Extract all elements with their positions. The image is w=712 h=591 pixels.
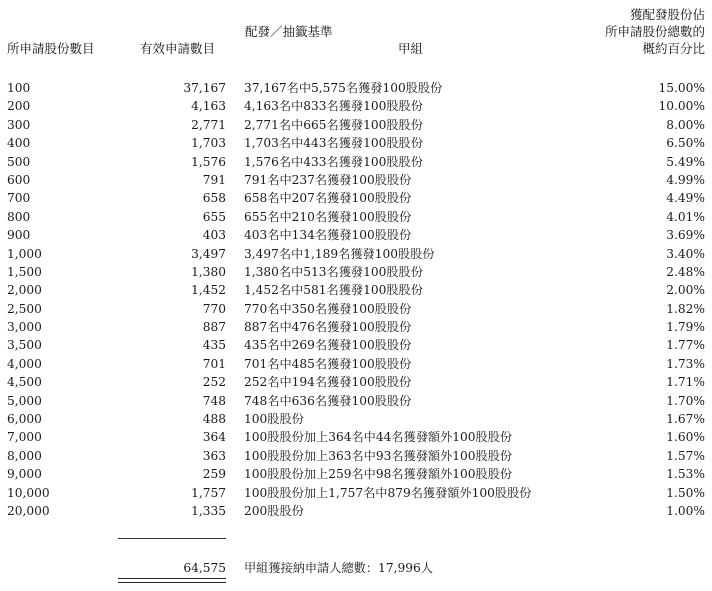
table-row [0, 116, 712, 134]
header-valid-applications: 有效申請數目 [140, 41, 216, 56]
valid-applications-cell: 3,497 [191, 246, 226, 261]
table-row [0, 245, 712, 263]
valid-applications-cell: 748 [202, 393, 226, 408]
table-row [0, 373, 712, 391]
valid-applications-cell: 887 [202, 320, 226, 335]
valid-applications-cell: 37,167 [183, 81, 226, 95]
allocation-basis-cell: 2,771名中665名獲發100股股份 [244, 117, 423, 132]
shares-applied-cell: 3,500 [7, 338, 42, 353]
allocation-basis-cell: 100股股份加上259名中98名獲發額外100股股份 [244, 467, 513, 482]
percentage-cell: 3.69% [666, 228, 705, 243]
percentage-cell: 4.01% [666, 209, 705, 224]
allocation-basis-cell: 701名中485名獲發100股股份 [244, 356, 412, 371]
percentage-cell: 8.00% [666, 117, 705, 132]
valid-applications-cell: 403 [202, 228, 226, 243]
valid-applications-cell: 658 [202, 191, 226, 206]
table-row [0, 318, 712, 336]
valid-applications-cell: 488 [202, 412, 226, 427]
header-group: 甲組 [398, 41, 424, 56]
allocation-table [0, 79, 712, 520]
total-double-rule-top [118, 578, 226, 579]
table-row [0, 226, 712, 244]
table-row [0, 336, 712, 354]
percentage-cell: 5.49% [666, 154, 705, 169]
percentage-cell: 3.40% [666, 246, 705, 261]
shares-applied-cell: 2,000 [7, 283, 42, 298]
header-percentage-line3: 概約百分比 [642, 41, 705, 56]
shares-applied-cell: 1,500 [7, 264, 42, 279]
valid-applications-cell: 770 [202, 301, 226, 316]
table-row [0, 153, 712, 171]
shares-applied-cell: 900 [7, 228, 31, 243]
percentage-cell: 4.49% [666, 191, 705, 206]
allocation-basis-cell: 4,163名中833名獲發100股股份 [244, 99, 423, 114]
percentage-cell: 10.00% [658, 99, 705, 114]
percentage-cell: 1.60% [666, 430, 705, 445]
valid-applications-cell: 364 [202, 430, 226, 445]
shares-applied-cell: 5,000 [7, 393, 42, 408]
total-valid-applications: 64,575 [183, 561, 226, 575]
allocation-basis-cell: 100股股份 [244, 412, 304, 427]
shares-applied-cell: 10,000 [7, 485, 50, 500]
allocation-basis-cell: 3,497名中1,189名獲發100股股份 [244, 246, 435, 261]
percentage-cell: 1.53% [666, 467, 705, 482]
shares-applied-cell: 2,500 [7, 301, 42, 316]
shares-applied-cell: 600 [7, 172, 31, 187]
valid-applications-cell: 1,380 [191, 264, 226, 279]
shares-applied-cell: 100 [7, 81, 31, 95]
table-row [0, 79, 712, 97]
percentage-cell: 1.79% [666, 320, 705, 335]
allocation-basis-cell: 252名中194名獲發100股股份 [244, 375, 412, 390]
allocation-basis-cell: 435名中269名獲發100股股份 [244, 338, 412, 353]
allocation-basis-cell: 200股股份 [244, 503, 304, 518]
valid-applications-cell: 1,703 [191, 136, 226, 151]
allocation-basis-cell: 100股股份加上363名中93名獲發額外100股股份 [244, 448, 513, 463]
valid-applications-cell: 701 [202, 356, 226, 371]
table-row [0, 300, 712, 318]
table-row [0, 171, 712, 189]
shares-applied-cell: 7,000 [7, 430, 42, 445]
header-allocation-basis: 配發／抽籤基準 [245, 24, 333, 39]
table-row [0, 134, 712, 152]
percentage-cell: 1.82% [666, 301, 705, 316]
shares-applied-cell: 8,000 [7, 448, 42, 463]
header-percentage [605, 6, 705, 57]
table-row [0, 447, 712, 465]
percentage-cell: 2.48% [666, 264, 705, 279]
valid-applications-cell: 4,163 [191, 99, 226, 114]
shares-applied-cell: 400 [7, 136, 31, 151]
allocation-basis-cell: 100股股份加上364名中44名獲發額外100股股份 [244, 430, 513, 445]
percentage-cell: 1.67% [666, 412, 705, 427]
shares-applied-cell: 300 [7, 117, 31, 132]
table-row [0, 281, 712, 299]
valid-applications-cell: 1,452 [191, 283, 226, 298]
header-percentage-line2: 所申請股份總數的 [604, 24, 705, 39]
valid-applications-cell: 1,576 [191, 154, 226, 169]
table-row [0, 392, 712, 410]
table-row [0, 465, 712, 483]
valid-applications-cell: 2,771 [191, 117, 226, 132]
percentage-cell: 1.00% [666, 503, 705, 518]
subtotal-rule [118, 538, 226, 539]
percentage-cell: 1.73% [666, 356, 705, 371]
shares-applied-cell: 4,000 [7, 356, 42, 371]
allocation-basis-cell: 748名中636名獲發100股股份 [244, 393, 412, 408]
shares-applied-cell: 20,000 [7, 503, 50, 518]
valid-applications-cell: 1,335 [191, 503, 226, 518]
percentage-cell: 1.70% [666, 393, 705, 408]
allocation-basis-cell: 37,167名中5,575名獲發100股股份 [244, 81, 443, 95]
allocation-basis-cell: 658名中207名獲發100股股份 [244, 191, 412, 206]
shares-applied-cell: 3,000 [7, 320, 42, 335]
valid-applications-cell: 791 [202, 172, 226, 187]
shares-applied-cell: 200 [7, 99, 31, 114]
shares-applied-cell: 500 [7, 154, 31, 169]
table-row [0, 263, 712, 281]
allocation-basis-cell: 1,576名中433名獲發100股股份 [244, 154, 423, 169]
table-row [0, 410, 712, 428]
shares-applied-cell: 700 [7, 191, 31, 206]
table-row [0, 97, 712, 115]
table-row [0, 484, 712, 502]
total-double-rule-bottom [118, 582, 226, 583]
allocation-basis-cell: 887名中476名獲發100股股份 [244, 320, 412, 335]
percentage-cell: 2.00% [666, 283, 705, 298]
shares-applied-cell: 6,000 [7, 412, 42, 427]
header-shares-applied: 所申請股份數目 [7, 41, 95, 56]
percentage-cell: 15.00% [658, 81, 705, 95]
percentage-cell: 1.50% [666, 485, 705, 500]
table-row [0, 428, 712, 446]
allocation-basis-cell: 770名中350名獲發100股股份 [244, 301, 412, 316]
header-percentage-line1: 獲配發股份佔 [629, 7, 705, 22]
table-row [0, 355, 712, 373]
shares-applied-cell: 4,500 [7, 375, 42, 390]
allocation-basis-cell: 791名中237名獲發100股股份 [244, 172, 412, 187]
percentage-cell: 6.50% [666, 136, 705, 151]
valid-applications-cell: 252 [202, 375, 226, 390]
valid-applications-cell: 1,757 [191, 485, 226, 500]
total-accepted-applicants: 甲組獲接納申請人總數：17,996人 [244, 561, 433, 575]
table-row [0, 502, 712, 520]
shares-applied-cell: 1,000 [7, 246, 42, 261]
shares-applied-cell: 800 [7, 209, 31, 224]
valid-applications-cell: 435 [202, 338, 226, 353]
percentage-cell: 1.57% [666, 448, 705, 463]
allocation-basis-cell: 1,703名中443名獲發100股股份 [244, 136, 423, 151]
table-row [0, 208, 712, 226]
allocation-basis-cell: 403名中134名獲發100股股份 [244, 228, 412, 243]
allocation-basis-cell: 1,380名中513名獲發100股股份 [244, 264, 423, 279]
allocation-basis-cell: 100股股份加上1,757名中879名獲發額外100股股份 [244, 485, 532, 500]
percentage-cell: 1.77% [666, 338, 705, 353]
shares-applied-cell: 9,000 [7, 467, 42, 482]
valid-applications-cell: 363 [202, 448, 226, 463]
allocation-basis-cell: 655名中210名獲發100股股份 [244, 209, 412, 224]
percentage-cell: 4.99% [666, 172, 705, 187]
percentage-cell: 1.71% [666, 375, 705, 390]
valid-applications-cell: 655 [202, 209, 226, 224]
table-row [0, 189, 712, 207]
allocation-basis-cell: 1,452名中581名獲發100股股份 [244, 283, 423, 298]
valid-applications-cell: 259 [202, 467, 226, 482]
